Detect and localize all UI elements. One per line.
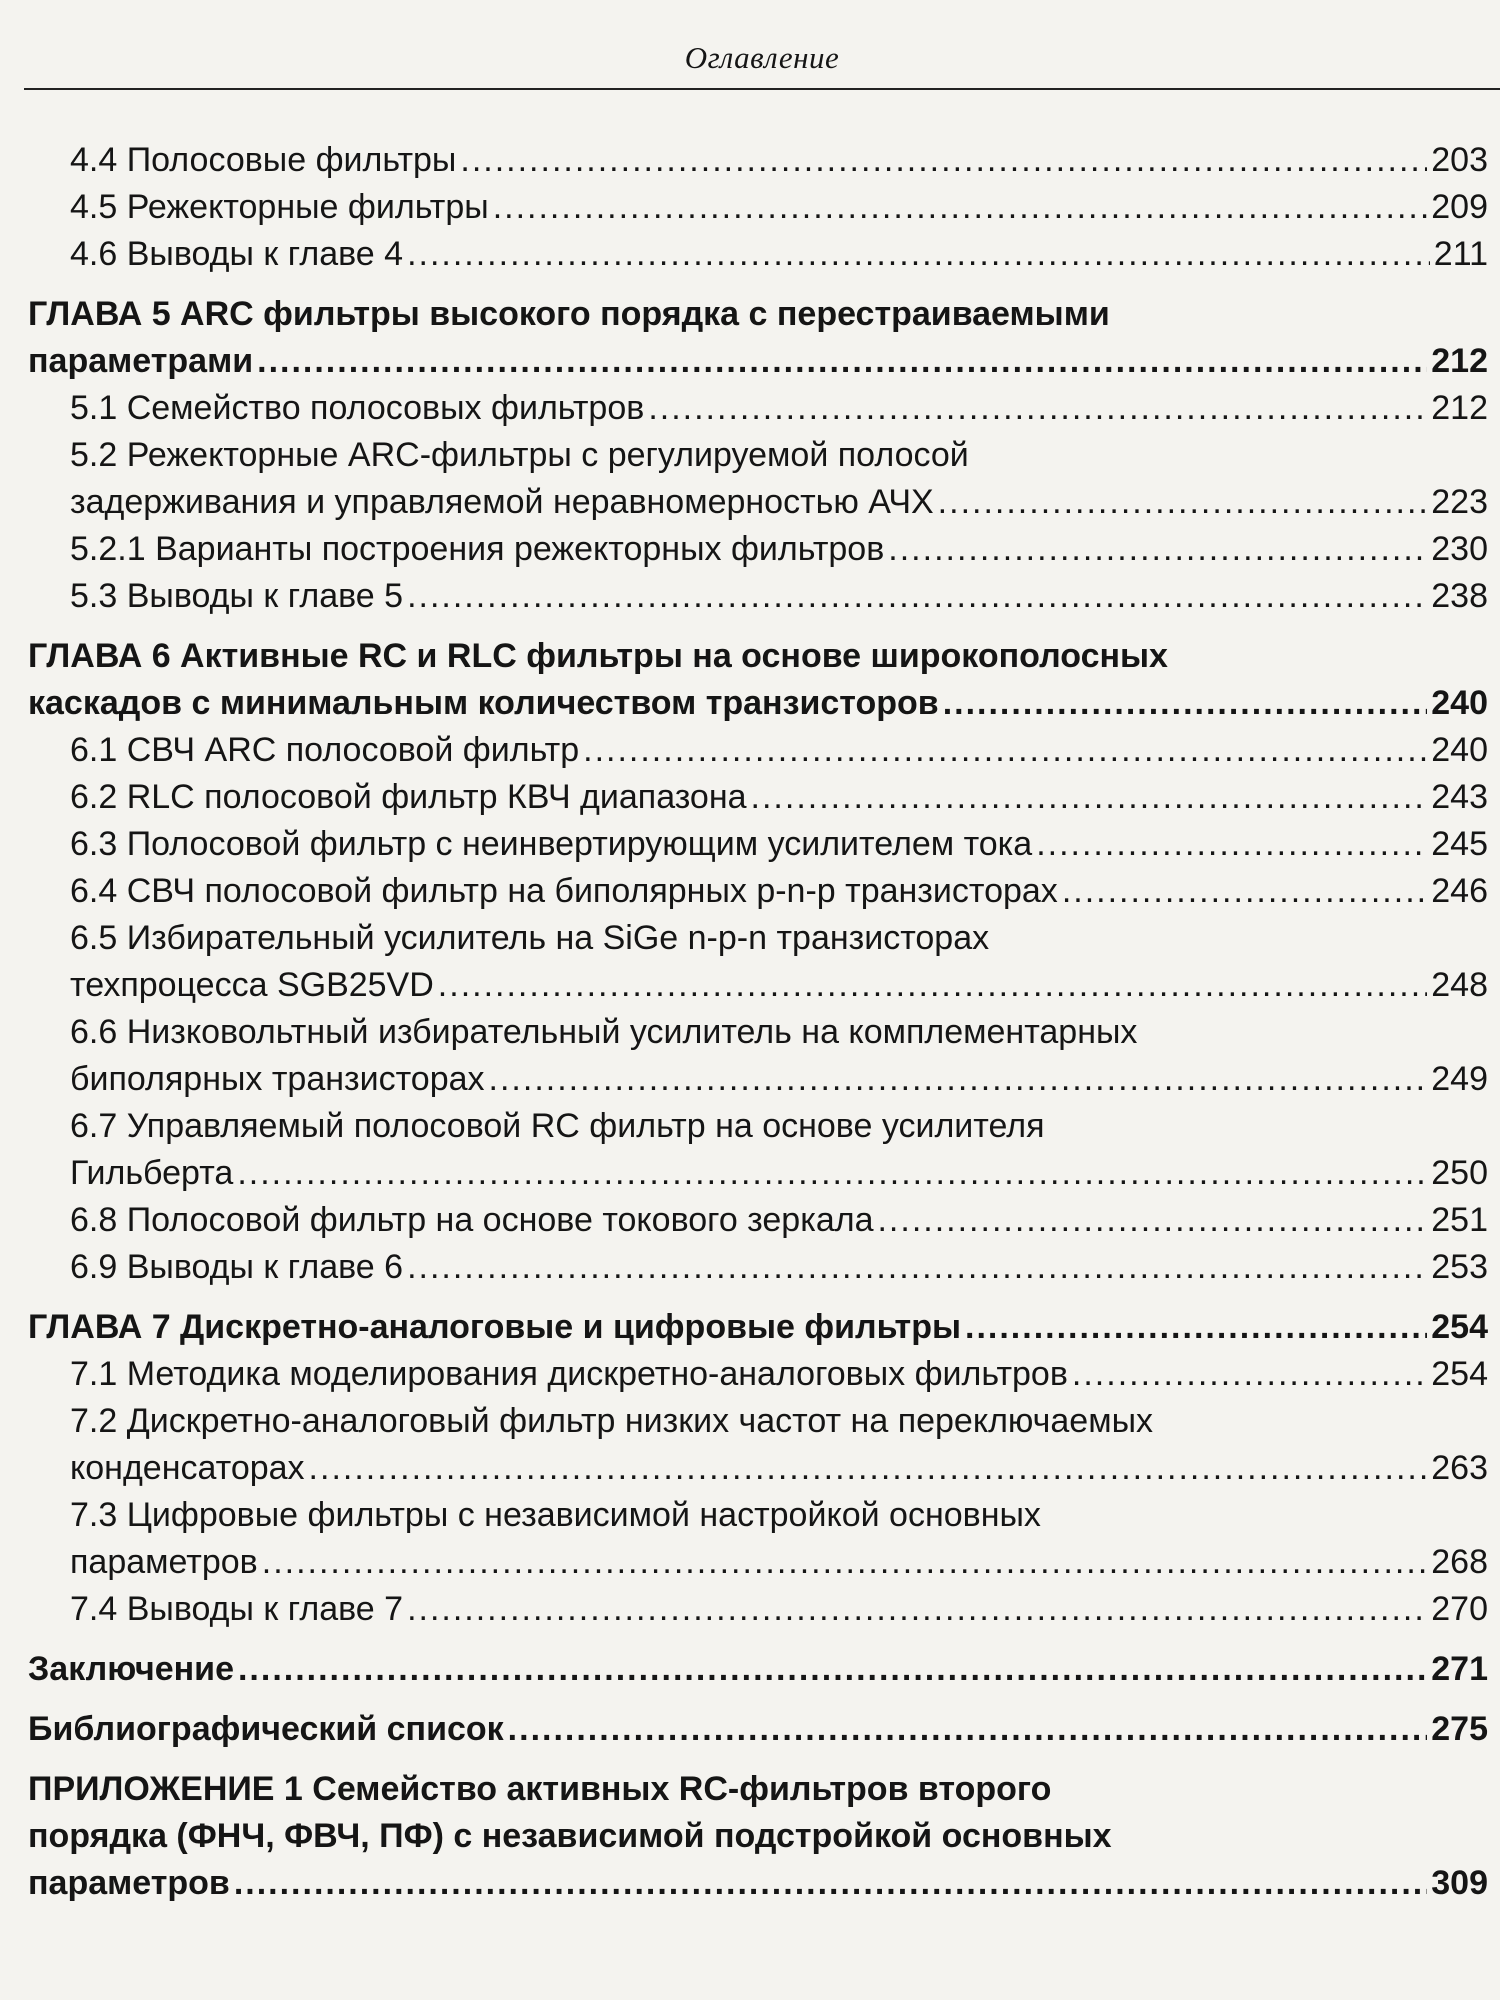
- toc-entry-title-line: 6.6 Низковольтный избирательный усилитель на комплементарных: [70, 1013, 1138, 1051]
- toc-entry-title: биполярных транзисторах: [70, 1060, 485, 1098]
- dot-leader: [1072, 1351, 1427, 1398]
- dot-leader: [407, 1586, 1427, 1633]
- toc-page-number: 230: [1431, 530, 1488, 568]
- dot-leader: [943, 680, 1428, 727]
- toc-entry-title-line: 5.2 Режекторные ARC-фильтры с регулируемой полосой: [70, 436, 969, 474]
- toc-entry-title: параметров: [28, 1864, 230, 1902]
- toc-entry-title-line: 6.7 Управляемый полосовой RC фильтр на основе усилителя: [70, 1107, 1045, 1145]
- toc-entry-6-2[interactable]: [28, 774, 1488, 821]
- toc-page-number: 250: [1431, 1154, 1488, 1192]
- toc-entry-title: конденсаторах: [70, 1449, 305, 1487]
- toc-entry-title: Гильберта: [70, 1154, 234, 1192]
- toc-chapter-5[interactable]: [28, 291, 1488, 385]
- toc-entry-title: каскадов с минимальным количеством транзисторов: [28, 684, 939, 722]
- dot-leader: [1036, 821, 1427, 868]
- dot-leader: [237, 1150, 1427, 1197]
- dot-leader: [257, 338, 1427, 385]
- dot-leader: [877, 1197, 1427, 1244]
- toc-page-number: 251: [1431, 1201, 1488, 1239]
- toc-page-number: 240: [1431, 731, 1488, 769]
- page-header: [24, 0, 1500, 90]
- toc-entry-title-line: 6.5 Избирательный усилитель на SiGe n-p-n транзисторах: [70, 919, 990, 957]
- toc-entry-title-line: ГЛАВА 6 Активные RC и RLC фильтры на основе широкополосных: [28, 637, 1168, 675]
- toc-entry-title: 7.4 Выводы к главе 7: [70, 1590, 404, 1628]
- toc-entry-5-2[interactable]: [28, 432, 1488, 526]
- toc-entry-title: 6.4 СВЧ полосовой фильтр на биполярных p-n-p транзисторах: [70, 872, 1058, 910]
- toc-page-number: 240: [1431, 684, 1488, 722]
- toc-chapter-7[interactable]: [28, 1304, 1488, 1351]
- toc-page-number: 253: [1431, 1248, 1488, 1286]
- toc-entry-title: 6.3 Полосовой фильтр с неинвертирующим усилителем тока: [70, 825, 1033, 863]
- toc-entry-title: 6.9 Выводы к главе 6: [70, 1248, 404, 1286]
- toc-page-number: 270: [1431, 1590, 1488, 1628]
- toc-entry-7-4[interactable]: [28, 1586, 1488, 1633]
- toc-entry-6-4[interactable]: [28, 868, 1488, 915]
- dot-leader: [407, 573, 1427, 620]
- toc-bibliography[interactable]: [28, 1706, 1488, 1753]
- toc-entry-title-line: 7.2 Дискретно-аналоговый фильтр низких частот на переключаемых: [70, 1402, 1154, 1440]
- toc-entry-6-9[interactable]: [28, 1244, 1488, 1291]
- toc-entry-7-1[interactable]: [28, 1351, 1488, 1398]
- toc-page-number: 248: [1431, 966, 1488, 1004]
- toc-entry-title: параметров: [70, 1543, 258, 1581]
- toc-entry-title: 6.8 Полосовой фильтр на основе токового зеркала: [70, 1201, 874, 1239]
- toc-entry-title-line: ПРИЛОЖЕНИЕ 1 Семейство активных RC-фильтров второго: [28, 1770, 1052, 1808]
- toc-page-number: 211: [1433, 235, 1488, 273]
- toc-entry-title: параметрами: [28, 342, 254, 380]
- toc-entry-title: 7.1 Методика моделирования дискретно-аналоговых фильтров: [70, 1355, 1068, 1393]
- toc-entry-title: 5.1 Семейство полосовых фильтров: [70, 389, 645, 427]
- toc-entry-title: Заключение: [28, 1650, 234, 1688]
- toc-entry-5-3[interactable]: [28, 573, 1488, 620]
- toc-page-number: 212: [1431, 389, 1488, 427]
- toc-page-number: 275: [1431, 1710, 1488, 1748]
- toc-entry-7-3[interactable]: [28, 1492, 1488, 1586]
- toc-page-number: 263: [1431, 1449, 1488, 1487]
- toc-page-number: 238: [1431, 577, 1488, 615]
- toc-entry-4-4[interactable]: [28, 137, 1488, 184]
- dot-leader: [460, 137, 1427, 184]
- toc-entry-title: 5.2.1 Варианты построения режекторных фильтров: [70, 530, 885, 568]
- toc-entry-6-6[interactable]: [28, 1009, 1488, 1103]
- toc-appendix-1[interactable]: [28, 1766, 1488, 1907]
- dot-leader: [407, 231, 1430, 278]
- dot-leader: [888, 526, 1427, 573]
- dot-leader: [234, 1860, 1427, 1907]
- toc-entry-6-7[interactable]: [28, 1103, 1488, 1197]
- toc-page-number: 243: [1431, 778, 1488, 816]
- toc-entry-title: техпроцесса SGB25VD: [70, 966, 434, 1004]
- toc-entry-title-line: порядка (ФНЧ, ФВЧ, ПФ) с независимой подстройкой основных: [28, 1817, 1112, 1855]
- toc-entry-6-5[interactable]: [28, 915, 1488, 1009]
- dot-leader: [489, 1056, 1428, 1103]
- toc-entry-title: 4.6 Выводы к главе 4: [70, 235, 404, 273]
- dot-leader: [309, 1445, 1428, 1492]
- toc-entry-title: ГЛАВА 7 Дискретно-аналоговые и цифровые фильтры: [28, 1308, 962, 1346]
- dot-leader: [751, 774, 1428, 821]
- toc-conclusion[interactable]: [28, 1646, 1488, 1693]
- dot-leader: [262, 1539, 1428, 1586]
- toc-page-number: 254: [1431, 1355, 1488, 1393]
- toc-page-number: 254: [1431, 1308, 1488, 1346]
- toc-entry-6-1[interactable]: [28, 727, 1488, 774]
- toc-page-number: 209: [1431, 188, 1488, 226]
- toc-page-number: 246: [1431, 872, 1488, 910]
- dot-leader: [238, 1646, 1427, 1693]
- dot-leader: [407, 1244, 1427, 1291]
- toc-entry-title: 6.1 СВЧ ARC полосовой фильтр: [70, 731, 580, 769]
- toc-entry-title-line: 7.3 Цифровые фильтры с независимой настройкой основных: [70, 1496, 1041, 1534]
- toc-entry-4-6[interactable]: [28, 231, 1488, 278]
- dot-leader: [508, 1706, 1428, 1753]
- toc-entry-title: 4.4 Полосовые фильтры: [70, 141, 457, 179]
- dot-leader: [1062, 868, 1427, 915]
- toc-entry-6-8[interactable]: [28, 1197, 1488, 1244]
- toc-entry-4-5[interactable]: [28, 184, 1488, 231]
- page-title: Оглавление: [684, 40, 840, 75]
- dot-leader: [965, 1304, 1427, 1351]
- toc-page-number: 271: [1431, 1650, 1488, 1688]
- toc-entry-title-line: ГЛАВА 5 ARC фильтры высокого порядка с перестраиваемыми: [28, 295, 1110, 333]
- toc-entry-title: 4.5 Режекторные фильтры: [70, 188, 489, 226]
- toc-entry-6-3[interactable]: [28, 821, 1488, 868]
- dot-leader: [648, 385, 1427, 432]
- toc-page-number: 245: [1431, 825, 1488, 863]
- dot-leader: [438, 962, 1427, 1009]
- toc-page-number: 268: [1431, 1543, 1488, 1581]
- dot-leader: [938, 479, 1428, 526]
- toc-entry-title: 5.3 Выводы к главе 5: [70, 577, 404, 615]
- dot-leader: [493, 184, 1428, 231]
- dot-leader: [583, 727, 1427, 774]
- toc-chapter-6[interactable]: [28, 633, 1488, 727]
- toc-entry-title: Библиографический список: [28, 1710, 504, 1748]
- toc-page-number: 249: [1431, 1060, 1488, 1098]
- toc-entry-5-2-1[interactable]: [28, 526, 1488, 573]
- table-of-contents: [28, 137, 1488, 1907]
- toc-entry-title: 6.2 RLC полосовой фильтр КВЧ диапазона: [70, 778, 747, 816]
- toc-entry-title: задерживания и управляемой неравномерностью АЧХ: [70, 483, 934, 521]
- toc-page-number: 223: [1431, 483, 1488, 521]
- toc-page-number: 309: [1431, 1864, 1488, 1902]
- toc-entry-7-2[interactable]: [28, 1398, 1488, 1492]
- toc-page-number: 203: [1431, 141, 1488, 179]
- toc-page-number: 212: [1431, 342, 1488, 380]
- toc-entry-5-1[interactable]: [28, 385, 1488, 432]
